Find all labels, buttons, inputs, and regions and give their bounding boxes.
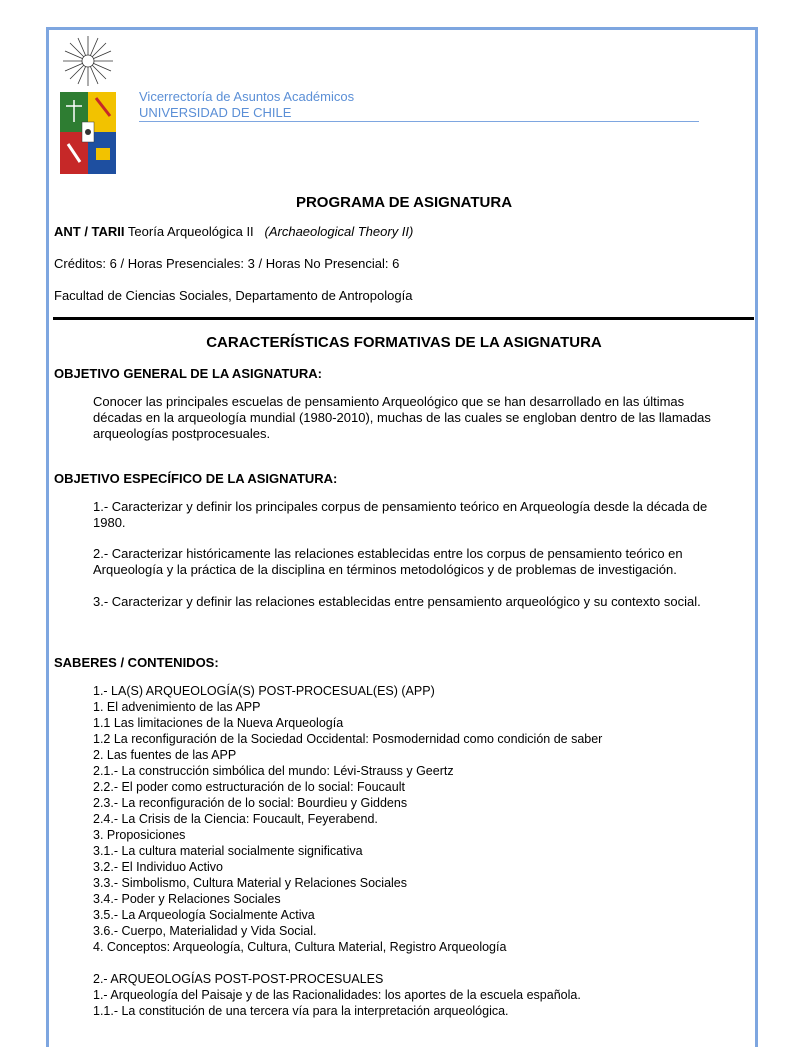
university-crest-logo xyxy=(58,36,118,176)
course-code: ANT / TARII xyxy=(54,224,125,239)
list-item: 2.2.- El poder como estructuración de lo social: Foucault xyxy=(93,780,405,794)
specific-objective-item: 1.- Caracterizar y definir los principales corpus de pensamiento teórico en Arqueología desde la década de 1980. xyxy=(93,499,708,530)
list-item: 3.2.- El Individuo Activo xyxy=(93,860,223,874)
list-item: 1.1.- La constitución de una tercera vía para la interpretación arqueológica. xyxy=(93,1004,509,1018)
list-item: 2.4.- La Crisis de la Ciencia: Foucault, Feyerabend. xyxy=(93,812,378,826)
list-item: 2.- ARQUEOLOGÍAS POST-POST-PROCESUALES xyxy=(93,972,384,986)
shield-quarters xyxy=(60,92,116,174)
institution-line2: UNIVERSIDAD DE CHILE xyxy=(139,105,699,122)
specific-objective-item: 2.- Caracterizar históricamente las relaciones establecidas entre los corpus de pensamiento teórico en Arqueología y la práctica de la disciplina en términos metodológicos y de problemas de investigación. xyxy=(93,546,683,577)
list-item: 3. Proposiciones xyxy=(93,828,186,842)
course-line xyxy=(54,224,413,240)
list-item: 2.3.- La reconfiguración de lo social: Bourdieu y Giddens xyxy=(93,796,408,810)
list-item: 4. Conceptos: Arqueología, Cultura, Cultura Material, Registro Arqueología xyxy=(93,940,507,954)
list-item: 1.- Arqueología del Paisaje y de las Racionalidades: los aportes de la escuela española. xyxy=(93,988,581,1002)
section-title: CARACTERÍSTICAS FORMATIVAS DE LA ASIGNATURA xyxy=(206,334,602,351)
page-title: PROGRAMA DE ASIGNATURA xyxy=(295,194,513,211)
course-english-name: (Archaeological Theory II) xyxy=(264,224,414,239)
list-item: 2.1.- La construcción simbólica del mundo: Lévi-Strauss y Geertz xyxy=(93,764,454,778)
institution-header xyxy=(139,89,699,122)
list-item: 1.2 La reconfiguración de la Sociedad Occidental: Posmodernidad como condición de saber xyxy=(93,732,603,746)
institution-line1: Vicerrectoría de Asuntos Académicos xyxy=(139,89,355,104)
contents-heading: SABERES / CONTENIDOS: xyxy=(54,655,219,670)
list-item: 1.1 Las limitaciones de la Nueva Arqueología xyxy=(93,716,344,730)
section-divider xyxy=(53,317,754,320)
list-item: 3.4.- Poder y Relaciones Sociales xyxy=(93,892,281,906)
specific-objective-heading: OBJETIVO ESPECÍFICO DE LA ASIGNATURA: xyxy=(54,471,338,486)
list-item: 1.- LA(S) ARQUEOLOGÍA(S) POST-PROCESUAL(ES) (APP) xyxy=(93,684,435,698)
course-name: Teoría Arqueológica II xyxy=(127,224,254,239)
list-item: 1. El advenimiento de las APP xyxy=(93,700,261,714)
general-objective-text: Conocer las principales escuelas de pensamiento Arqueológico que se han desarrollado en las últimas décadas en la arqueología mundial (1980-2010), muchas de las cuales se engloban dentro de las llamadas arqueologías postprocesuales. xyxy=(93,394,711,441)
contents-list xyxy=(93,683,733,1019)
list-item: 2. Las fuentes de las APP xyxy=(93,748,237,762)
faculty-line: Facultad de Ciencias Sociales, Departamento de Antropología xyxy=(54,288,413,303)
star-emblem xyxy=(63,36,113,86)
list-item: 3.5.- La Arqueología Socialmente Activa xyxy=(93,908,315,922)
general-objective-heading: OBJETIVO GENERAL DE LA ASIGNATURA: xyxy=(54,366,322,381)
list-spacer xyxy=(93,955,733,971)
specific-objective-item: 3.- Caracterizar y definir las relaciones establecidas entre pensamiento arqueológico y su contexto social. xyxy=(93,594,701,609)
list-item: 3.3.- Simbolismo, Cultura Material y Relaciones Sociales xyxy=(93,876,408,890)
credits-line: Créditos: 6 / Horas Presenciales: 3 / Horas No Presencial: 6 xyxy=(54,256,400,271)
list-item: 3.1.- La cultura material socialmente significativa xyxy=(93,844,363,858)
list-item: 3.6.- Cuerpo, Materialidad y Vida Social. xyxy=(93,924,317,938)
